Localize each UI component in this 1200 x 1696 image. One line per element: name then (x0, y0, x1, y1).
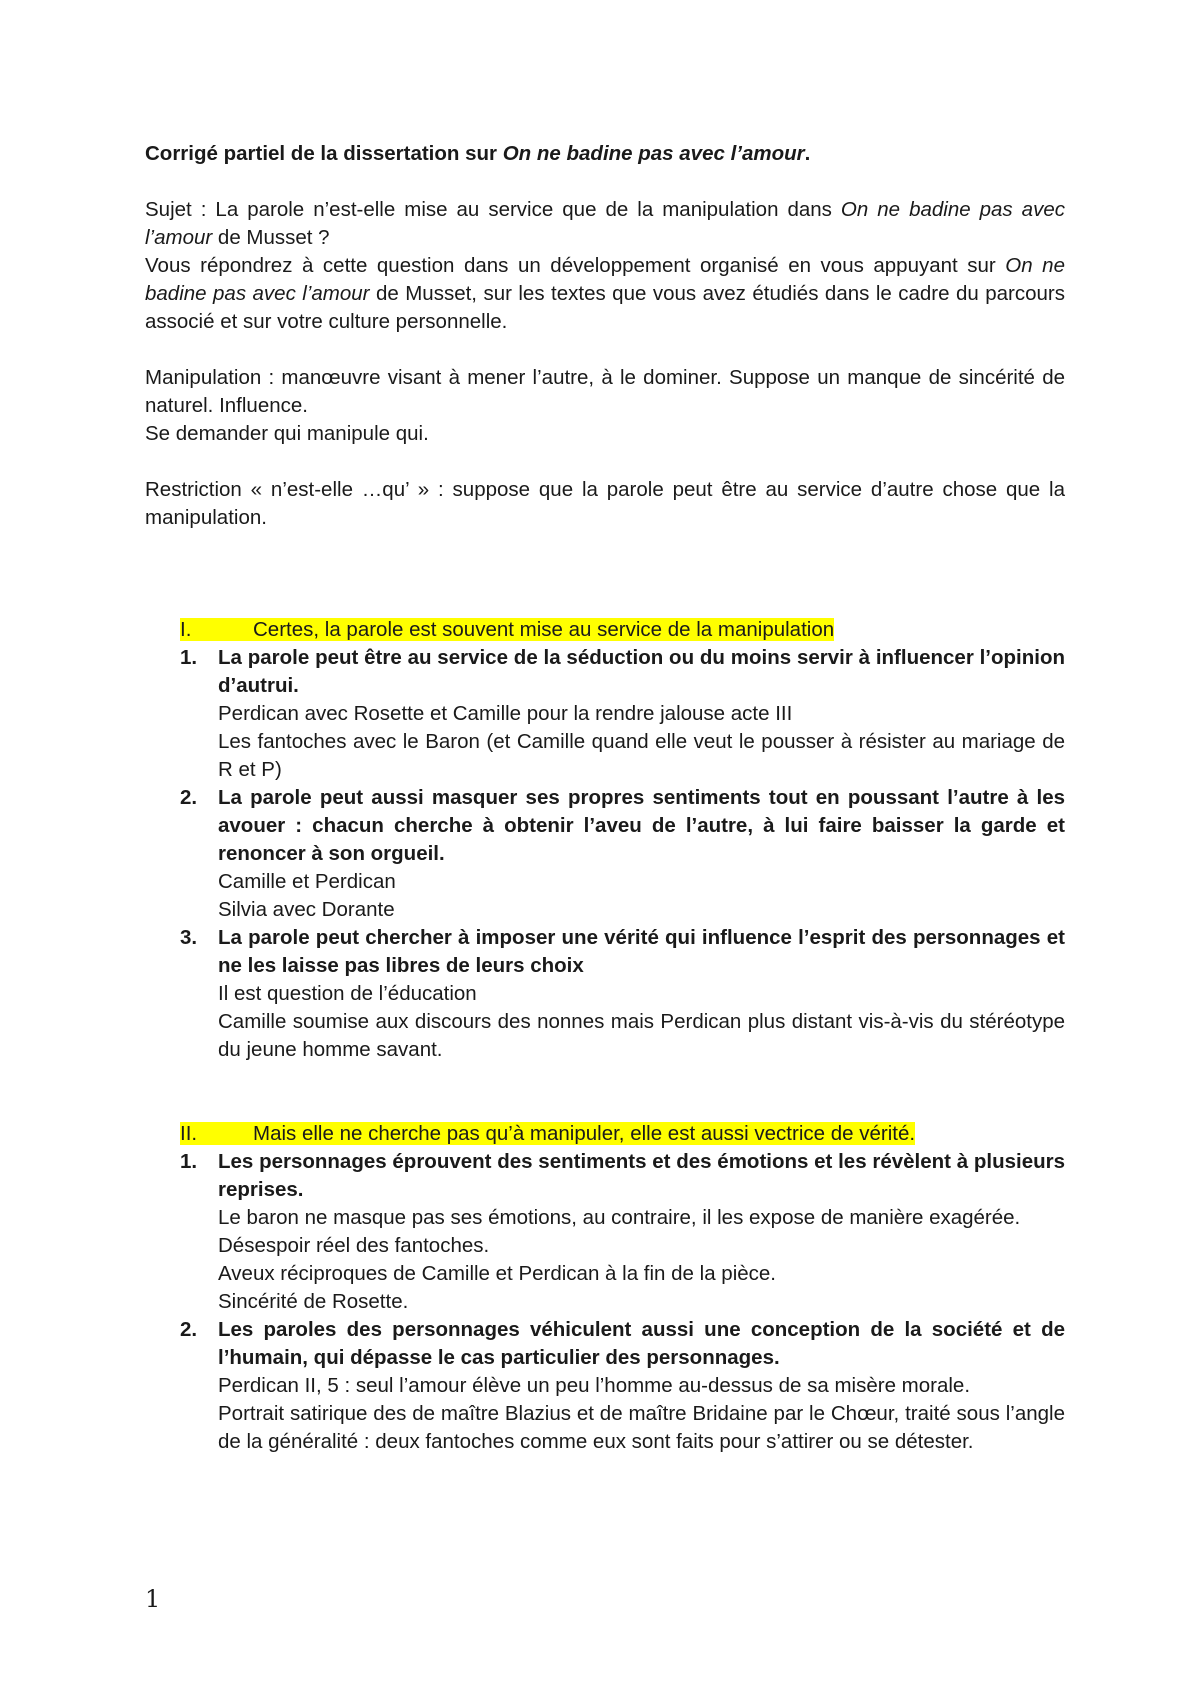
instructions-work: On ne badine pas avec l’amour (145, 254, 1065, 305)
section-heading (180, 1120, 1065, 1148)
section-1 (180, 616, 1065, 1064)
page-number: 1 (145, 1585, 161, 1613)
instructions-suffix: de Musset, sur les textes que vous avez étudiés dans le cadre du parcours associé et sur votre culture personnelle. (145, 282, 1065, 333)
document-title (145, 140, 1065, 168)
item-number: 1. (180, 1150, 198, 1173)
subject-suffix: de Musset ? (212, 226, 330, 249)
item-line: Perdican avec Rosette et Camille pour la rendre jalouse acte III (218, 702, 793, 725)
title-suffix: . (804, 142, 811, 165)
item-title: La parole peut aussi masquer ses propres sentiments tout en poussant l’autre à les avouer : chacun cherche à obtenir l’aveu de l’autre, à lui faire baisser la garde et renoncer à son orgueil. (218, 786, 1065, 865)
list-item (180, 784, 1065, 924)
section-heading (180, 616, 1065, 644)
list-item (180, 1148, 1065, 1316)
item-number: 2. (180, 1318, 198, 1341)
item-number: 1. (180, 646, 198, 669)
restriction-paragraph: Restriction « n’est-elle …qu’ » : suppose que la parole peut être au service d’autre chose que la manipulation. (145, 478, 1065, 529)
subject-paragraph (145, 196, 1065, 252)
title-prefix: Corrigé partiel de la dissertation sur (145, 142, 503, 165)
item-title: Les paroles des personnages véhiculent aussi une conception de la société et de l’humain, qui dépasse le cas particulier des personnages. (218, 1318, 1065, 1369)
list-item (180, 644, 1065, 784)
item-line: Portrait satirique des de maître Blazius et de maître Bridaine par le Chœur, traité sous l’angle de la généralité : deux fantoches comme eux sont faits pour s’attirer ou se détester. (218, 1402, 1065, 1453)
instructions-prefix: Vous répondrez à cette question dans un développement organisé en vous appuyant sur (145, 254, 1006, 277)
item-line: Les fantoches avec le Baron (et Camille quand elle veut le pousser à résister au mariage de R et P) (218, 730, 1065, 781)
item-line: Désespoir réel des fantoches. (218, 1234, 490, 1257)
list-item (180, 1316, 1065, 1456)
item-line: Sincérité de Rosette. (218, 1290, 409, 1313)
section-title: Certes, la parole est souvent mise au service de la manipulation (253, 618, 835, 641)
subject-work: On ne badine pas avec l’amour (145, 198, 1065, 249)
item-title: La parole peut chercher à imposer une vérité qui influence l’esprit des personnages et ne les laisse pas libres de leurs choix (218, 926, 1065, 977)
item-line: Camille soumise aux discours des nonnes mais Perdican plus distant vis-à-vis du stéréotype du jeune homme savant. (218, 1010, 1065, 1061)
definition-hint: Se demander qui manipule qui. (145, 422, 429, 445)
item-line: Silvia avec Dorante (218, 898, 395, 921)
instructions-paragraph (145, 252, 1065, 336)
item-line: Le baron ne masque pas ses émotions, au contraire, il les expose de manière exagérée. (218, 1206, 1021, 1229)
document-body (145, 140, 1065, 1456)
definition-line: Manipulation : manœuvre visant à mener l’autre, à le dominer. Suppose un manque de sincérité de naturel. Influence. (145, 366, 1065, 417)
title-work: On ne badine pas avec l’amour (502, 142, 805, 165)
item-title: Les personnages éprouvent des sentiments et des émotions et les révèlent à plusieurs reprises. (218, 1150, 1065, 1201)
item-number: 3. (180, 926, 198, 949)
section-number: I. (180, 618, 192, 641)
item-line: Camille et Perdican (218, 870, 396, 893)
list-item (180, 924, 1065, 1064)
item-title: La parole peut être au service de la séduction ou du moins servir à influencer l’opinion d’autrui. (218, 646, 1065, 697)
section-number: II. (180, 1122, 198, 1145)
item-line: Aveux réciproques de Camille et Perdican à la fin de la pièce. (218, 1262, 776, 1285)
section-2 (180, 1120, 1065, 1456)
item-line: Perdican II, 5 : seul l’amour élève un peu l’homme au-dessus de sa misère morale. (218, 1374, 971, 1397)
subject-prefix: Sujet : La parole n’est-elle mise au service que de la manipulation dans (145, 198, 841, 221)
item-line: Il est question de l’éducation (218, 982, 477, 1005)
section-title: Mais elle ne cherche pas qu’à manipuler, elle est aussi vectrice de vérité. (253, 1122, 916, 1145)
item-number: 2. (180, 786, 198, 809)
